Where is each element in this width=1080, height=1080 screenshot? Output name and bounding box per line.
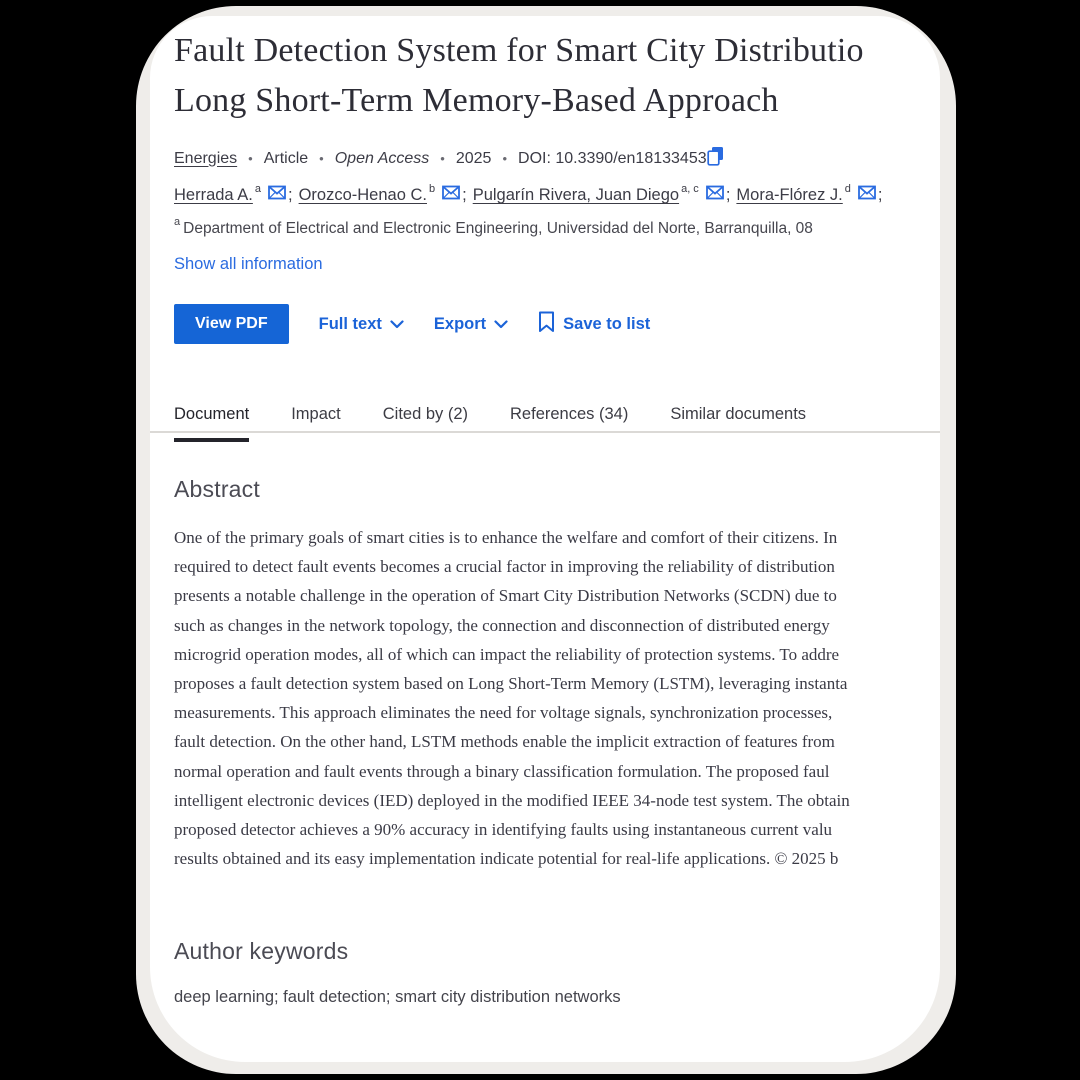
- affiliation-text: Department of Electrical and Electronic Engineering, Universidad del Norte, Barranquilla, 08: [183, 220, 813, 238]
- export-label: Export: [433, 314, 487, 333]
- bookmark-icon: [538, 311, 555, 338]
- export-dropdown[interactable]: [434, 315, 508, 334]
- author-entry: [736, 183, 888, 205]
- author-link[interactable]: Herrada A.: [174, 186, 253, 204]
- affiliation-superscript: a: [174, 216, 181, 228]
- author-link[interactable]: Orozco-Henao C.: [298, 186, 427, 204]
- abstract-line: such as changes in the network topology, the connection and disconnection of distributed energy: [174, 615, 830, 635]
- abstract-line: results obtained and its easy implementation indicate potential for real-life applications. © 2025 b: [174, 849, 839, 869]
- chevron-down-icon: [390, 315, 404, 334]
- meta-row: [174, 146, 940, 171]
- authors-row: [174, 183, 940, 205]
- full-text-dropdown[interactable]: [319, 315, 404, 334]
- abstract-heading: Abstract: [174, 476, 260, 502]
- document-card: [150, 16, 940, 1062]
- show-all-information-link[interactable]: Show all information: [174, 255, 323, 273]
- author-affiliation-superscript: a, c: [681, 182, 699, 195]
- keywords-text: deep learning; fault detection; smart city distribution networks: [174, 988, 621, 1006]
- abstract-line: proposes a fault detection system based on Long Short-Term Memory (LSTM), leveraging instanta: [174, 674, 848, 694]
- author-entry: [299, 183, 473, 205]
- meta-item: Article: [263, 149, 309, 167]
- abstract-line: presents a notable challenge in the operation of Smart City Distribution Networks (SCDN) due to: [174, 586, 837, 606]
- affiliation: [174, 218, 940, 238]
- tab-references-34[interactable]: References (34): [510, 405, 629, 423]
- meta-separator: •: [319, 151, 324, 166]
- author-affiliation-superscript: a: [254, 182, 261, 195]
- abstract-line: required to detect fault events becomes a crucial factor in improving the reliability of distribution: [174, 557, 835, 577]
- tab-document[interactable]: Document: [174, 405, 249, 442]
- author-separator: ;: [462, 186, 467, 204]
- author-affiliation-superscript: b: [428, 182, 436, 195]
- paper-title-line-1: Fault Detection System for Smart City Distributio: [174, 32, 864, 69]
- source-title-link[interactable]: Energies: [174, 149, 238, 167]
- action-bar: [174, 304, 940, 344]
- meta-separator: •: [502, 151, 508, 166]
- paper-title-line-2: Long Short-Term Memory-Based Approach: [174, 82, 779, 119]
- author-link[interactable]: Pulgarín Rivera, Juan Diego: [472, 186, 680, 204]
- keywords-heading: Author keywords: [174, 938, 349, 964]
- email-icon[interactable]: [442, 185, 460, 205]
- author-separator: ;: [288, 186, 293, 204]
- abstract-line: normal operation and fault events through a binary classification formulation. The proposed faul: [174, 761, 830, 781]
- abstract-line: microgrid operation modes, all of which can impact the reliability of protection systems. To addre: [174, 644, 840, 664]
- tab-bar: [174, 405, 940, 442]
- abstract-line: intelligent electronic devices (IED) deployed in the modified IEEE 34-node test system. The obtain: [174, 790, 850, 810]
- meta-item: 2025: [455, 149, 492, 167]
- author-link[interactable]: Mora-Flórez J.: [736, 186, 843, 204]
- abstract-line: fault detection. On the other hand, LSTM methods enable the implicit extraction of features from: [174, 732, 835, 752]
- tab-similar-documents[interactable]: Similar documents: [670, 405, 807, 423]
- open-access-label: Open Access: [334, 149, 430, 167]
- tab-impact[interactable]: Impact: [291, 405, 341, 423]
- meta-separator: •: [440, 151, 445, 166]
- save-to-list-label: Save to list: [563, 314, 651, 333]
- author-separator: ;: [725, 186, 731, 204]
- tabs-divider: [150, 431, 940, 433]
- author-entry: [473, 183, 737, 205]
- save-to-list-button[interactable]: [538, 311, 650, 338]
- abstract-line: One of the primary goals of smart cities is to enhance the welfare and comfort of their citizens. In: [174, 528, 838, 547]
- view-pdf-button[interactable]: View PDF: [174, 304, 289, 344]
- tab-cited-by-2[interactable]: Cited by (2): [382, 405, 469, 423]
- abstract-line: measurements. This approach eliminates the need for voltage signals, synchronization processes,: [174, 703, 833, 723]
- author-separator: ;: [877, 186, 883, 204]
- chevron-down-icon: [494, 315, 508, 334]
- full-text-label: Full text: [318, 314, 382, 333]
- abstract-line: proposed detector achieves a 90% accuracy in identifying faults using instantaneous current valu: [174, 820, 833, 840]
- copy-icon[interactable]: [707, 146, 724, 171]
- abstract-text: [174, 523, 940, 873]
- email-icon[interactable]: [706, 185, 724, 205]
- email-icon[interactable]: [858, 185, 876, 205]
- author-entry: [174, 183, 299, 205]
- author-affiliation-superscript: d: [844, 182, 851, 195]
- meta-separator: •: [248, 151, 253, 166]
- doi-label: DOI: 10.3390/en18133453: [518, 149, 707, 167]
- email-icon[interactable]: [268, 185, 286, 205]
